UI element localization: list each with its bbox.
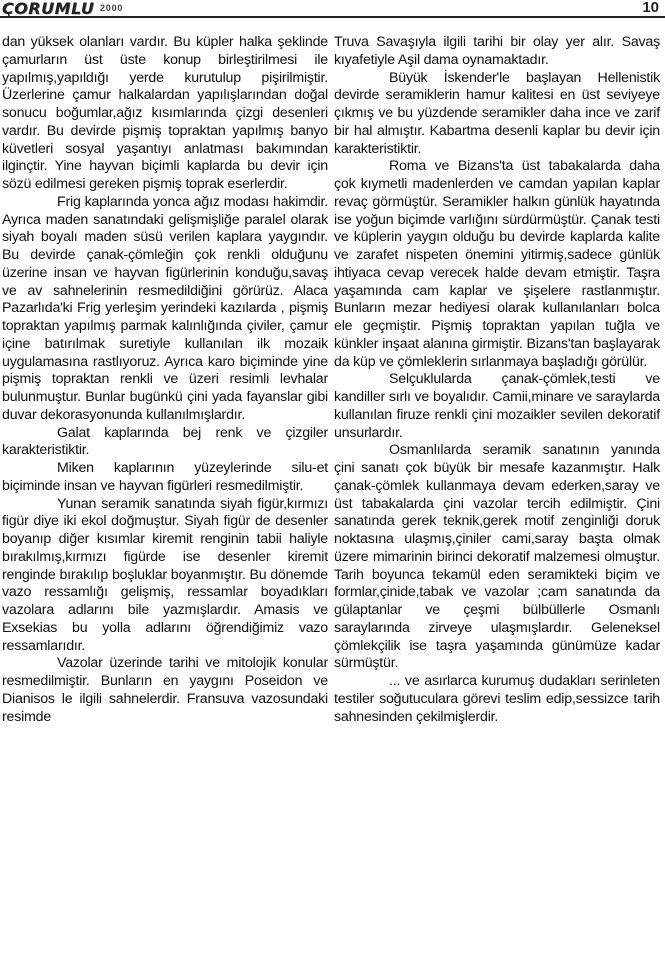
left-column [2,34,328,726]
paragraph: Vazolar üzerinde tarihi ve mitolojik konular resmedilmiştir. Bunların en yaygını Poseidon ve Dianisos le ilgili sahnelerdir. Fransuva vazosundaki resimde [2,655,328,725]
paragraph: Yunan seramik sanatında siyah figür,kırmızı figür diye iki ekol doğmuştur. Siyah figür de desenler boyanıp diğer kısımlar kiremit renginin tabii haliyle bırakılmış,kırmızı figürde ise desenler kiremit renginde bırakılıp boşluklar boyanmıştır. Bu dönemde vazo ressamlığı gelişmiş, ressamlar boyadıkları vazolara adlarını bile yazmışlardır. Amasis ve Exsekias bu yolla adlarını öğrendiğimiz vazo ressamlarıdır. [2,495,328,654]
right-column [334,34,660,726]
issue-year: 2000 [100,3,124,13]
paragraph: dan yüksek olanları vardır. Bu küpler halka şeklinde çamurların üst üste konup birleştirilmesi ile yapılmış,yapıldığı yerde kurutulup pişirilmiştir. Üzerlerine çamur halkalardan yapılışlarından doğal sonucu boğumlar,ağız kısımlarında çizgi desenleri vardır. Bu devirde pişmiş topraktan yapılmış banyo küvetleri sosyal yaşantıyı anlatması bakımından ilginçtir. Yine hayvan biçimli kaplarda bu devir için sözü edilmesi gereken pişmiş toprak eserlerdir. [2,34,328,192]
page-number: 10 [642,0,659,16]
paragraph: Roma ve Bizans'ta üst tabakalarda daha çok kıymetli madenlerden ve camdan yapılan kaplar revaç görmüştür. Seramikler halkın günlük hayatında ise yoğun biçimde varlığını sürdürmüştür. Çanak testi ve küplerin yaygın olduğu bu devirde kaplarda kalite ve zarafet nispeten önemini yitirmiş,sadece günlük ihtiyaca cevap verecek halde devam etmiştir. Taşra yaşamında cam kaplar ve şişelere rastlanmıştır. Bunların mezar hediyesi olarak kullanılanları bolca ele geçmiştir. Pişmiş topraktan yapılan tuğla ve künkler inşaat alanına girmiştir. Bizans'tan başlayarak da küp ve çömleklerin sırlanmaya başladığı görülür. [334,158,660,370]
header-rule [0,16,665,18]
paragraph: Galat kaplarında bej renk ve çizgiler karakteristiktir. [2,424,328,459]
paragraph: Selçuklularda çanak-çömlek,testi ve kandiller sırlı ve boyalıdır. Camii,minare ve saraylarda kullanılan firuze renkli çini mozaikler sevilen dekoratif unsurlardır. [334,371,660,441]
paragraph: Frig kaplarında yonca ağız modası hakimdir. Ayrıca maden sanatındaki gelişmişliğe paralel olarak siyah boyalı maden süsü verilen kaplara yaygındır. Bu devirde çanak-çömleğin çok renkli olduğunu üzerine insan ve hayvan figürlerinin konduğu,savaş ve av sahnelerinin resmedildiğini görürüz. Alaca Pazarlıda'ki Frig yerleşim yerindeki kazılarda , pişmiş topraktan yapılmış parmak kalınlığında çiviler, çamur içine batırılmak suretiyle kullanılan ilk mozaik uygulamasına rastlıyoruz. Ayrıca karo biçiminde yine pişmiş topraktan renkli ve üzeri resimli levhalar bulunmuştur. Bunlar bugünkü çini yada fayanslar gibi duvar dekorasyonunda kullanılmışlardır. [2,193,328,423]
magazine-logo: ÇORUMLU [2,0,95,18]
paragraph: Truva Savaşıyla ilgili tarihi bir olay yer alır. Savaş kıyafetiyle Aşil dama oynamaktadır. [334,34,660,68]
paragraph: Osmanlılarda seramik sanatının yanında çini sanatı çok büyük bir mesafe kazanmıştır. Halk çanak-çömlek kullanmaya devam ederken,saray ve üst tabakalarda çini vazolar tercih edilmiştir. Çini sanatında gerek teknik,gerek motif zenginliği doruk noktasına ulaşmış,çiniler cami,saray başta olmak üzere mimarinin birinci dekoratif malzemesi olmuştur. Tarih boyunca tekamül eden seramikteki biçim ve formlar,çinide,tabak ve vazolar ;cam sanatında da gülaptanlar ve çeşmi bülbüllerle Osmanlı saraylarında zirveye ulaşmışlardır. Geleneksel çömlekçilik ise taşra yaşamında günümüze kadar sürmüştür. [334,442,660,672]
paragraph: ... ve asırlarca kurumuş dudakları serinleten testiler soğutuculara görevi teslim edip,sessizce tarih sahnesinden çekilmişlerdir. [334,673,660,725]
paragraph: Büyük İskender'le başlayan Hellenistik devirde seramiklerin hamur kalitesi en üst seviyeye çıkmış ve bu yüzdende seramikler daha ince ve zarif bir hal almıştır. Kabartma desenli kaplar bu devir için karakteristiktir. [334,69,660,157]
page-header [0,0,665,24]
paragraph: Miken kaplarının yüzeylerinde silu-et biçiminde insan ve hayvan figürleri resmedilmiştir. [2,460,328,494]
